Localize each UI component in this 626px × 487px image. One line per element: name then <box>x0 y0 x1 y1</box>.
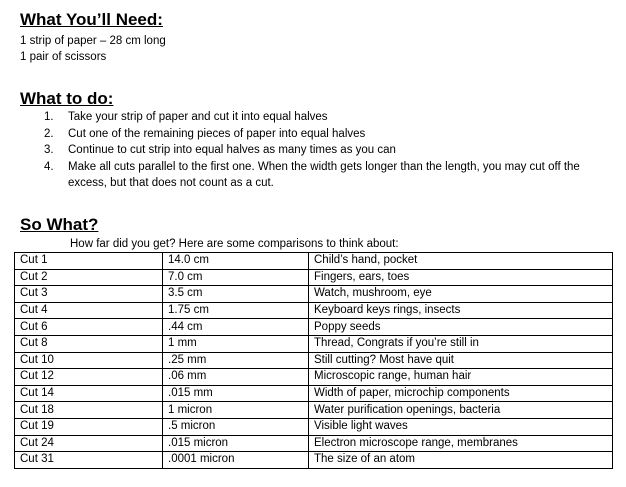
cut-cell: Cut 2 <box>15 269 163 286</box>
size-cell: 1 mm <box>163 335 309 352</box>
size-cell: 14.0 cm <box>163 253 309 270</box>
comparison-table-body <box>15 253 613 469</box>
comparison-cell: Still cutting? Most have quit <box>309 352 613 369</box>
comparison-cell: The size of an atom <box>309 452 613 469</box>
comparison-cell: Poppy seeds <box>309 319 613 336</box>
cut-cell: Cut 8 <box>15 335 163 352</box>
step-text: Cut one of the remaining pieces of paper into equal halves <box>68 127 366 140</box>
step-text: Make all cuts parallel to the first one. When the width gets longer than the length, you may cut off the excess, but that does not count as a cut. <box>68 160 580 189</box>
cut-cell: Cut 19 <box>15 418 163 435</box>
comparison-cell: Water purification openings, bacteria <box>309 402 613 419</box>
size-cell: 7.0 cm <box>163 269 309 286</box>
step-number: 1. <box>44 111 54 123</box>
needs-list <box>20 33 166 65</box>
comparison-cell: Electron microscope range, membranes <box>309 435 613 452</box>
table-row <box>15 319 613 336</box>
table-row <box>15 286 613 303</box>
comparison-table <box>14 252 613 469</box>
cut-cell: Cut 24 <box>15 435 163 452</box>
size-cell: .0001 micron <box>163 452 309 469</box>
comparison-cell: Keyboard keys rings, insects <box>309 302 613 319</box>
cut-cell: Cut 6 <box>15 319 163 336</box>
step-number: 4. <box>44 160 54 173</box>
table-row <box>15 352 613 369</box>
cut-cell: Cut 14 <box>15 385 163 402</box>
table-row <box>15 302 613 319</box>
table-row <box>15 385 613 402</box>
table-row <box>15 269 613 286</box>
table-row <box>15 335 613 352</box>
step-item <box>40 159 600 192</box>
cut-cell: Cut 3 <box>15 286 163 303</box>
cut-cell: Cut 1 <box>15 253 163 270</box>
comparison-cell: Microscopic range, human hair <box>309 369 613 386</box>
comparison-cell: Child’s hand, pocket <box>309 253 613 270</box>
size-cell: .44 cm <box>163 319 309 336</box>
comparison-cell: Watch, mushroom, eye <box>309 286 613 303</box>
step-number: 3. <box>44 144 54 156</box>
table-row <box>15 402 613 419</box>
needs-item: 1 strip of paper – 28 cm long <box>20 35 166 47</box>
comparison-intro: How far did you get? Here are some comparisons to think about: <box>70 238 399 250</box>
comparison-cell: Visible light waves <box>309 418 613 435</box>
step-number: 2. <box>44 127 54 140</box>
cut-cell: Cut 31 <box>15 452 163 469</box>
size-cell: .015 mm <box>163 385 309 402</box>
step-text: Continue to cut strip into equal halves as many times as you can <box>68 144 396 156</box>
size-cell: 3.5 cm <box>163 286 309 303</box>
size-cell: .25 mm <box>163 352 309 369</box>
comparison-cell: Width of paper, microchip components <box>309 385 613 402</box>
step-item <box>40 126 600 143</box>
steps-list <box>40 109 600 192</box>
size-cell: 1 micron <box>163 402 309 419</box>
cut-cell: Cut 18 <box>15 402 163 419</box>
cut-cell: Cut 12 <box>15 369 163 386</box>
size-cell: .5 micron <box>163 418 309 435</box>
table-row <box>15 435 613 452</box>
table-row <box>15 369 613 386</box>
table-row <box>15 418 613 435</box>
cut-cell: Cut 4 <box>15 302 163 319</box>
size-cell: .06 mm <box>163 369 309 386</box>
table-row <box>15 452 613 469</box>
what-youll-need-heading: What You’ll Need: <box>20 10 163 29</box>
step-text: Take your strip of paper and cut it into equal halves <box>68 111 328 123</box>
so-what-heading: So What? <box>20 215 99 234</box>
size-cell: .015 micron <box>163 435 309 452</box>
what-to-do-heading: What to do: <box>20 89 114 108</box>
step-item <box>40 142 600 159</box>
table-row <box>15 253 613 270</box>
size-cell: 1.75 cm <box>163 302 309 319</box>
needs-item: 1 pair of scissors <box>20 51 107 63</box>
step-item <box>40 109 600 126</box>
comparison-cell: Fingers, ears, toes <box>309 269 613 286</box>
comparison-cell: Thread, Congrats if you’re still in <box>309 335 613 352</box>
cut-cell: Cut 10 <box>15 352 163 369</box>
